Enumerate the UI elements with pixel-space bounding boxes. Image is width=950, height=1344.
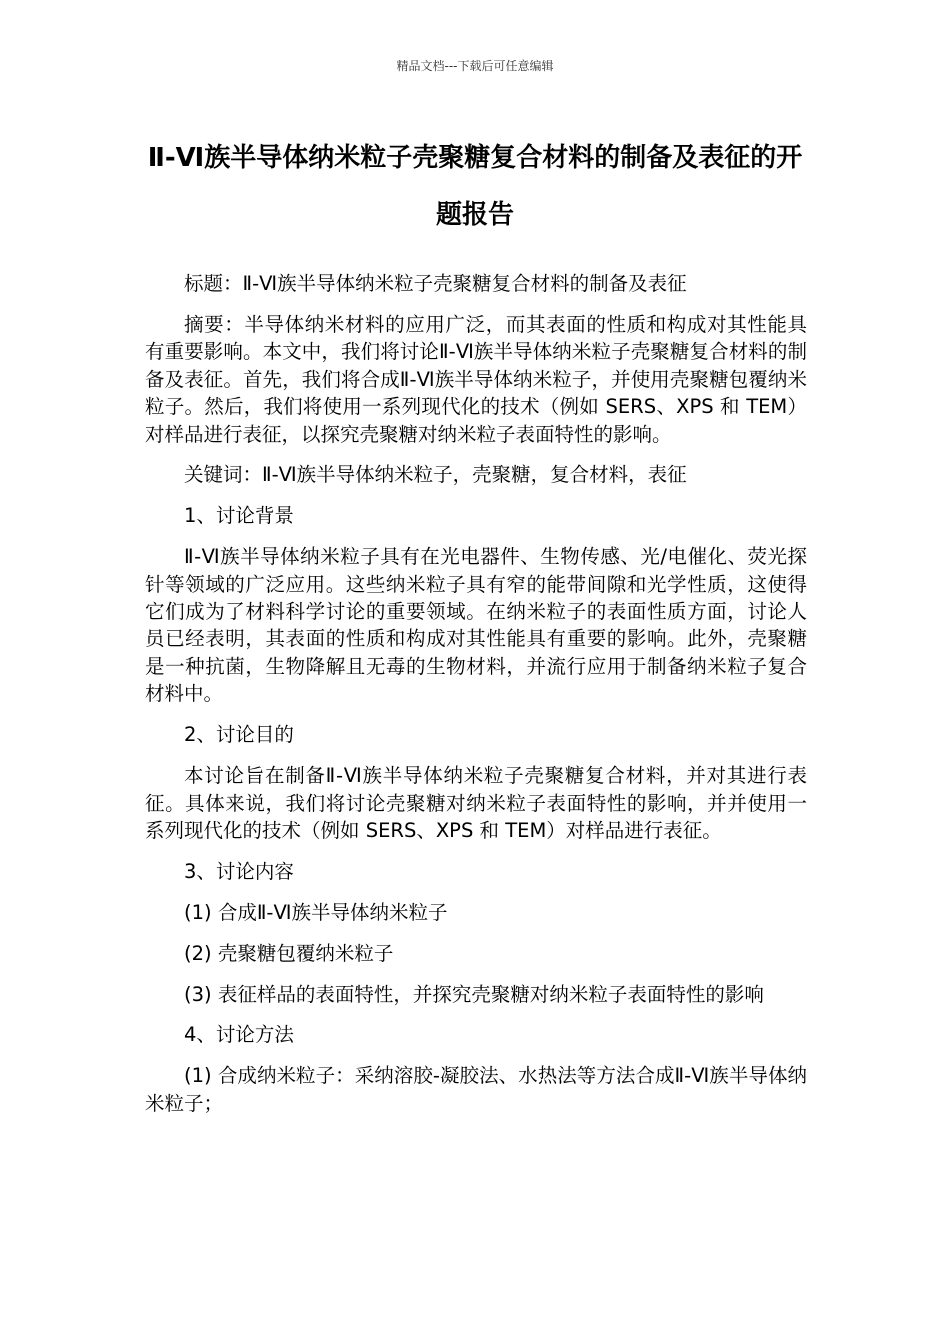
document-body [145,270,807,1131]
section-heading-background: 1、讨论背景 [184,504,294,528]
page-header: 精品文档---下载后可任意编辑 [396,59,554,73]
content-item-3: (3) 表征样品的表面特性，并探究壳聚糖对纳米粒子表面特性的影响 [184,982,764,1006]
abstract-paragraph: 摘要：半导体纳米材料的应用广泛，而其表面的性质和构成对其性能具有重要影响。本文中，我们将讨论Ⅱ-Ⅵ族半导体纳米粒子壳聚糖复合材料的制备及表征。首先，我们将合成Ⅱ-Ⅵ族半导体纳米粒子，并使用壳聚糖包覆纳米粒子。然后，我们将使用一系列现代化的技术（例如 SERS、XPS 和 TEM）对样品进行表征，以探究壳聚糖对纳米粒子表面特性的影响。 [145,312,807,446]
keywords-line: 关键词：Ⅱ-Ⅵ族半导体纳米粒子，壳聚糖，复合材料，表征 [184,463,687,487]
title-line: 标题：Ⅱ-Ⅵ族半导体纳米粒子壳聚糖复合材料的制备及表征 [184,272,687,295]
section-heading-purpose: 2、讨论目的 [184,723,294,747]
background-paragraph: Ⅱ-Ⅵ族半导体纳米粒子具有在光电器件、生物传感、光/电催化、荧光探针等领域的广泛应用。这些纳米粒子具有窄的能带间隙和光学性质，这使得它们成为了材料科学讨论的重要领域。在纳米粒子的表面性质方面，讨论人员已经表明，其表面的性质和构成对其性能具有重要的影响。此外，壳聚糖是一种抗菌，生物降解且无毒的生物材料，并流行应用于制备纳米粒子复合材料中。 [145,545,807,706]
section-heading-methods: 4、讨论方法 [184,1023,294,1047]
content-item-2: (2) 壳聚糖包覆纳米粒子 [184,941,394,965]
methods-item-1: (1) 合成纳米粒子：采纳溶胶-凝胶法、水热法等方法合成Ⅱ-Ⅵ族半导体纳米粒子； [145,1064,807,1115]
section-heading-content: 3、讨论内容 [184,859,294,883]
content-item-1: (1) 合成Ⅱ-Ⅵ族半导体纳米粒子 [184,900,448,924]
document-title: Ⅱ-Ⅵ族半导体纳米粒子壳聚糖复合材料的制备及表征的开题报告 [147,143,803,230]
purpose-paragraph: 本讨论旨在制备Ⅱ-Ⅵ族半导体纳米粒子壳聚糖复合材料，并对其进行表征。具体来说，我们将讨论壳聚糖对纳米粒子表面特性的影响，并并使用一系列现代化的技术（例如 SERS、XPS 和 TEM）对样品进行表征。 [145,764,807,842]
